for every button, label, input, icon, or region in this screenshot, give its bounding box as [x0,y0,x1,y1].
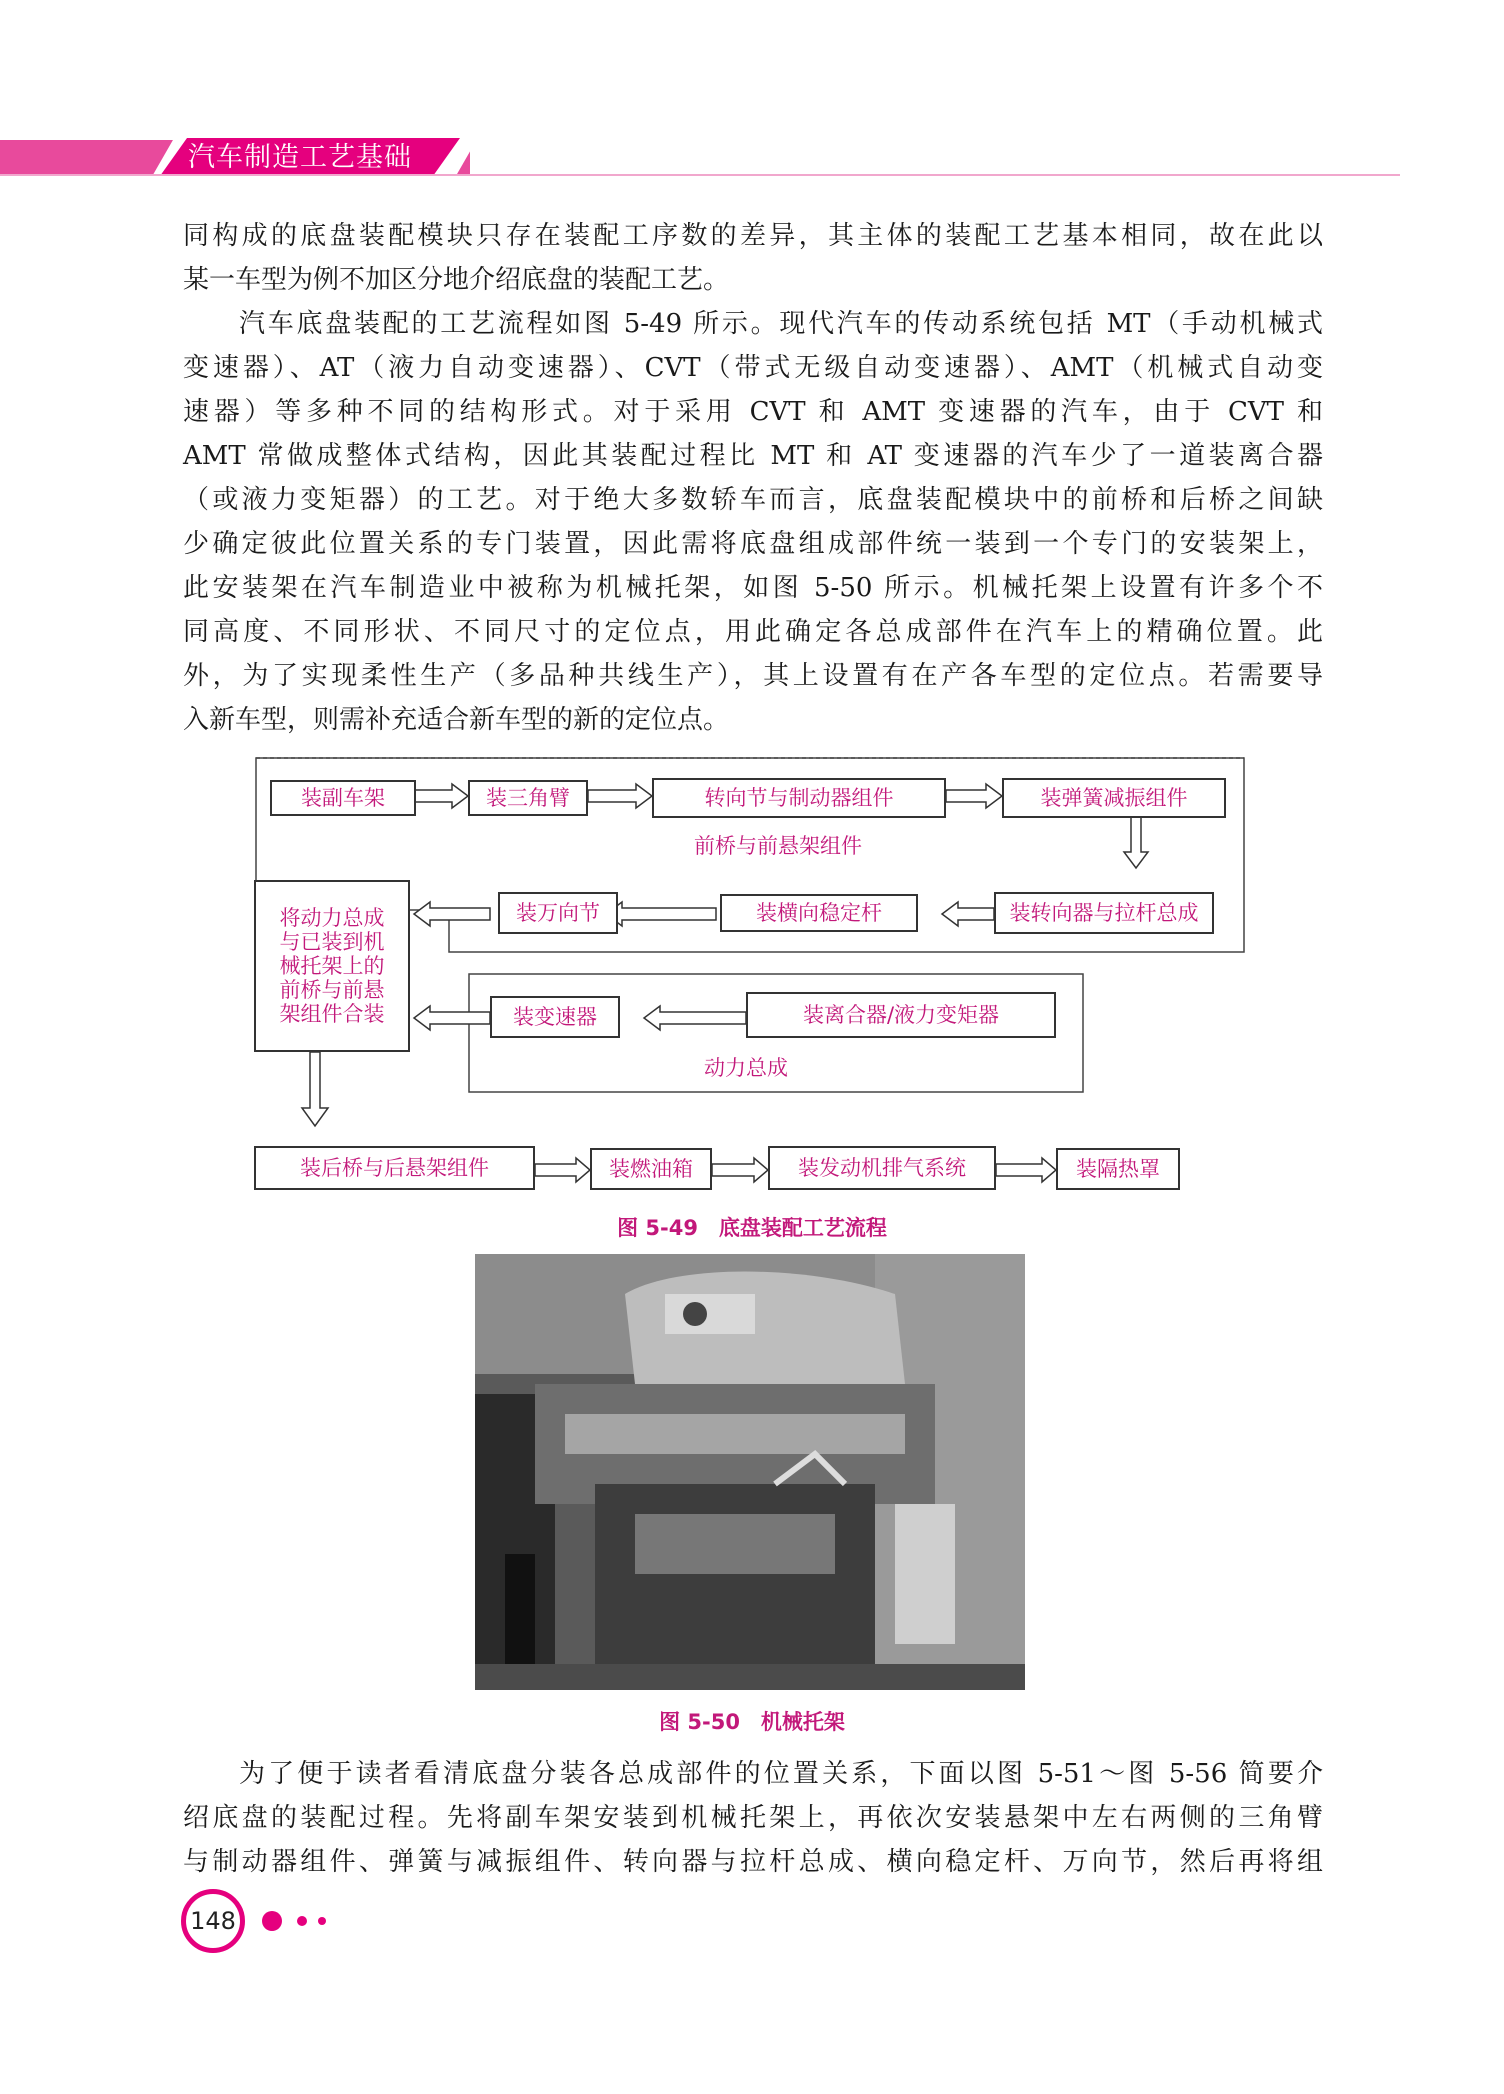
paragraph-1-line-2: 某一车型为例不加区分地介绍底盘的装配工艺。 [183,265,730,295]
paragraph-1-line-1: 同构成的底盘装配模块只存在装配工序数的差异，其主体的装配工艺基本相同，故在此以 [183,221,1323,251]
step-stabilizer: 装横向稳定杆 [720,894,918,932]
step-subframe: 装副车架 [270,780,416,816]
step-heat-shield: 装隔热罩 [1056,1148,1180,1190]
step-clutch-converter: 装离合器/液力变矩器 [746,992,1056,1038]
step-spring-damper: 装弹簧减振组件 [1002,778,1226,818]
combine-line: 架组件合装 [279,1002,385,1026]
step-triangle-arm: 装三角臂 [468,780,588,816]
combine-line: 械托架上的 [279,954,385,978]
mechanical-carrier-photo [475,1254,1025,1690]
combine-line: 前桥与前悬 [279,978,385,1002]
paragraph-2-line: 外，为了实现柔性生产（多品种共线生产），其上设置有在产各车型的定位点。若需要导 [183,661,1323,691]
step-rear-axle: 装后桥与后悬架组件 [254,1146,535,1190]
page-number: 148 [190,1907,236,1935]
combine-line: 将动力总成 [279,906,385,930]
step-fuel-tank: 装燃油箱 [590,1148,712,1190]
combine-line: 与已装到机 [279,930,385,954]
page-dot-small [297,1916,307,1926]
paragraph-3-line: 为了便于读者看清底盘分装各总成部件的位置关系，下面以图 5-51～图 5-56 简要介 [239,1759,1323,1789]
powertrain-group-label: 动力总成 [704,1056,788,1080]
step-transmission: 装变速器 [490,996,620,1038]
figure-5-50-caption: 图 5-50 机械托架 [659,1710,845,1734]
paragraph-2-line: 速器）等多种不同的结构形式。对于采用 CVT 和 AMT 变速器的汽车，由于 CVT 和 [183,397,1323,427]
step-knuckle-brake: 转向节与制动器组件 [652,778,946,818]
step-steering-tierod: 装转向器与拉杆总成 [994,892,1214,934]
paragraph-2-line: 此安装架在汽车制造业中被称为机械托架，如图 5-50 所示。机械托架上设置有许多个不 [183,573,1323,603]
assembly-flowchart [254,756,1246,1188]
paragraph-2-line: 汽车底盘装配的工艺流程如图 5-49 所示。现代汽车的传动系统包括 MT（手动机械式 [239,309,1323,339]
paragraph-2-line: 变速器）、AT（液力自动变速器）、CVT（带式无级自动变速器）、AMT（机械式自动变 [183,353,1323,383]
book-title: 汽车制造工艺基础 [188,142,412,173]
figure-5-49-caption: 图 5-49 底盘装配工艺流程 [617,1216,887,1240]
paragraph-2-line: （或液力变矩器）的工艺。对于绝大多数轿车而言，底盘装配模块中的前桥和后桥之间缺 [183,485,1323,515]
step-combine-powertrain [254,880,410,1052]
header-rule [0,174,1400,176]
paragraph-2-line: 同高度、不同形状、不同尺寸的定位点，用此确定各总成部件在汽车上的精确位置。此 [183,617,1323,647]
paragraph-2-line: AMT 常做成整体式结构，因此其装配过程比 MT 和 AT 变速器的汽车少了一道装离合器 [183,441,1323,471]
page-dot-small [318,1917,326,1925]
page-dot-large [262,1911,282,1931]
paragraph-2-line: 入新车型，则需补充适合新车型的新的定位点。 [183,705,730,735]
photo-illustration [475,1254,1025,1690]
step-universal-joint: 装万向节 [498,892,618,934]
paragraph-3-line: 与制动器组件、弹簧与减振组件、转向器与拉杆总成、横向稳定杆、万向节，然后再将组 [183,1847,1323,1877]
step-exhaust: 装发动机排气系统 [768,1146,996,1190]
front-axle-group-label: 前桥与前悬架组件 [694,834,862,858]
paragraph-2-line: 少确定彼此位置关系的专门装置，因此需将底盘组成部件统一装到一个专门的安装架上， [183,529,1323,559]
paragraph-3-line: 绍底盘的装配过程。先将副车架安装到机械托架上，再依次安装悬架中左右两侧的三角臂 [183,1803,1323,1833]
